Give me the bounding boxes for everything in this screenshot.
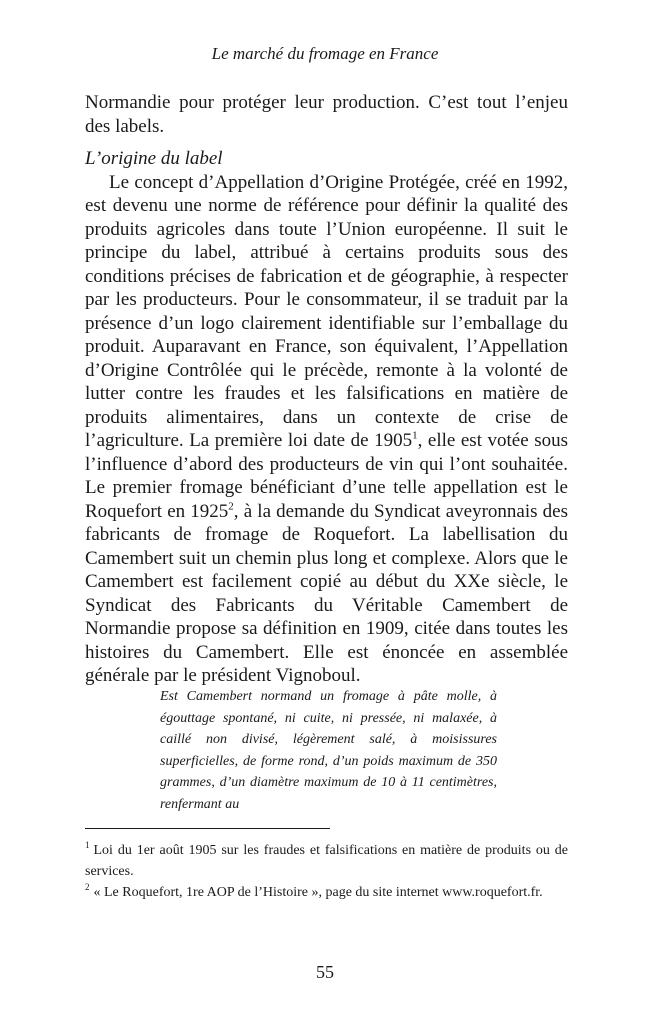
body-text — [85, 91, 568, 688]
footnote-mark-1: 1 — [85, 840, 90, 851]
footnote-ref-1: 1 — [412, 429, 418, 442]
running-head: Le marché du fromage en France — [211, 44, 439, 63]
main-paragraph-part-1: Le concept d’Appellation d’Origine Protégée, créé en 1992, est devenu une norme de référence pour définir la qualité des produits agricoles dans toute l’Union européenne. Il suit le principe du label, attribué à certains produits sous des conditions précises de fabrication et de géographie, à respecter par les producteurs. Pour le consommateur, il se traduit par la présence d’un logo clairement identifiable sur l’emballage du produit. Auparavant en France, son équivalent, l’Appellation d’Origine Contrôlée qui le précède, remonte à la volonté de lutter contre les fraudes et les falsifications en matière de produits alimentaires, dans un contexte de crise de l’agriculture. La première loi date de 1905 — [85, 171, 568, 451]
opening-paragraph: Normandie pour protéger leur production. C’est tout l’enjeu des labels. — [85, 92, 568, 137]
footnotes — [85, 840, 568, 903]
main-paragraph-part-3: , à la demande du Syndicat aveyronnais des fabricants de fromage de Roquefort. La labellisation du Camembert suit un chemin plus long et complexe. Alors que le Camembert est facilement copié au début du XXe siècle, le Syndicat des Fabricants du Véritable Camembert de Normandie propose sa définition en 1909, citée dans toutes les histoires du Camembert. Elle est énoncée en assemblée générale par le président Vignoboul. — [85, 500, 568, 686]
block-quote: Est Camembert normand un fromage à pâte molle, à égouttage spontané, ni cuite, ni pressée, ni malaxée, à caillé non divisé, légèrement salé, à moisissures superficielles, de forme rond, d’un poids maximum de 350 grammes, d’un diamètre maximum de 10 à 11 centimètres, renfermant au — [160, 689, 497, 812]
footnote-ref-2: 2 — [228, 500, 234, 513]
footnote-1 — [85, 840, 568, 882]
footnote-separator — [85, 828, 330, 829]
section-title: L’origine du label — [85, 148, 223, 169]
footnote-text-2: « Le Roquefort, 1re AOP de l’Histoire », page du site internet www.roquefort.fr. — [93, 885, 543, 900]
footnote-2 — [85, 882, 568, 903]
footnote-text-1: Loi du 1er août 1905 sur les fraudes et falsifications en matière de produits ou de services. — [85, 843, 568, 879]
main-paragraph-part-2: , elle est votée sous l’influence d’abord des producteurs de vin qui l’ont souhaitée. Le premier fromage bénéficiant d’une telle appellation est le Roquefort en 1925 — [85, 430, 568, 522]
main-paragraph — [85, 171, 568, 688]
footnote-mark-2: 2 — [85, 882, 90, 893]
page-number: 55 — [316, 962, 334, 982]
